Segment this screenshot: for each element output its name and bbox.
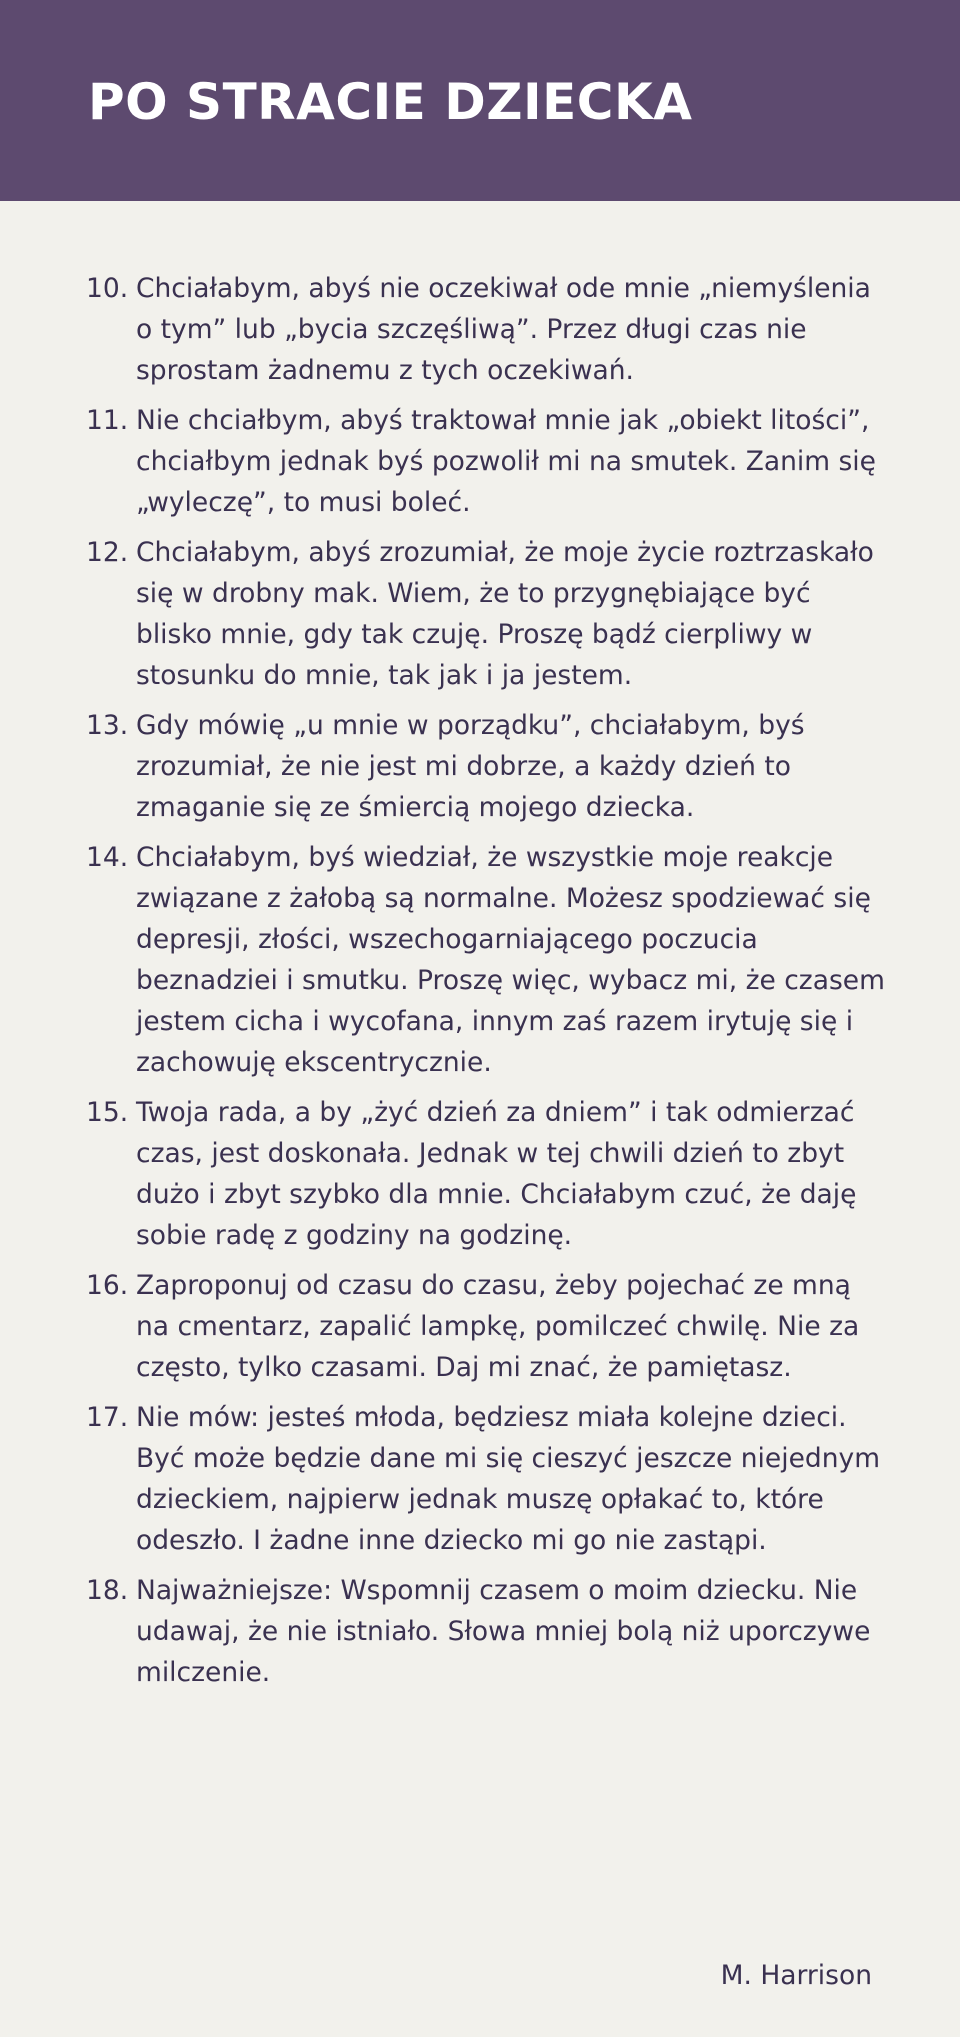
item-text: Chciałabym, abyś zrozumiał, że moje życie roztrzaskało się w drobny mak. Wiem, że to przygnębiające być blisko mnie, gdy tak czuję. Proszę bądź cierpliwy w stosunku do mnie, tak jak i ja jestem.: [136, 537, 874, 691]
item-text: Nie mów: jesteś młoda, będziesz miała kolejne dzieci. Być może będzie dane mi się cieszyć jeszcze niejednym dzieckiem, najpierw jednak muszę opłakać to, które odeszło. I żadne inne dziecko mi go nie zastąpi.: [136, 1402, 881, 1556]
item-number: 10.: [86, 273, 129, 304]
item-number: 17.: [86, 1402, 129, 1433]
item-number: 13.: [86, 710, 129, 741]
item-number: 15.: [86, 1097, 129, 1128]
list-item-10: [86, 268, 886, 391]
item-text: Nie chciałbym, abyś traktował mnie jak „obiekt litości”, chciałbym jednak byś pozwolił mi na smutek. Zanim się „wyleczę”, to musi boleć.: [136, 405, 876, 518]
list-item-11: [86, 400, 886, 523]
header-banner: [0, 0, 960, 201]
page-title: PO STRACIE DZIECKA: [88, 73, 693, 131]
list-item-16: [86, 1265, 886, 1388]
list-item-15: [86, 1092, 886, 1256]
author-signature: M. Harrison: [720, 1960, 872, 1991]
item-number: 18.: [86, 1575, 129, 1606]
numbered-list: [86, 268, 886, 1702]
list-item-17: [86, 1397, 886, 1561]
item-number: 14.: [86, 842, 129, 873]
item-text: Zaproponuj od czasu do czasu, żeby pojechać ze mną na cmentarz, zapalić lampkę, pomilczeć chwilę. Nie za często, tylko czasami. Daj mi znać, że pamiętasz.: [136, 1270, 860, 1383]
list-item-18: [86, 1570, 886, 1693]
item-number: 12.: [86, 537, 129, 568]
item-text: Chciałabym, abyś nie oczekiwał ode mnie „niemyślenia o tym” lub „bycia szczęśliwą”. Przez długi czas nie sprostam żadnemu z tych oczekiwań.: [136, 273, 871, 386]
item-number: 16.: [86, 1270, 129, 1301]
list-item-12: [86, 532, 886, 696]
list-item-14: [86, 837, 886, 1083]
item-text: Gdy mówię „u mnie w porządku”, chciałabym, byś zrozumiał, że nie jest mi dobrze, a każdy dzień to zmaganie się ze śmiercią mojego dziecka.: [136, 710, 805, 823]
item-number: 11.: [86, 405, 129, 436]
item-text: Twoja rada, a by „żyć dzień za dniem” i tak odmierzać czas, jest doskonała. Jednak w tej chwili dzień to zbyt dużo i zbyt szybko dla mnie. Chciałabym czuć, że daję sobie radę z godziny na godzinę.: [136, 1097, 857, 1251]
item-text: Najważniejsze: Wspomnij czasem o moim dziecku. Nie udawaj, że nie istniało. Słowa mniej bolą niż uporczywe milczenie.: [136, 1575, 871, 1688]
item-text: Chciałabym, byś wiedział, że wszystkie moje reakcje związane z żałobą są normalne. Możesz spodziewać się depresji, złości, wszechogarniającego poczucia beznadziei i smutku. Proszę więc, wybacz mi, że czasem jestem cicha i wycofana, innym zaś razem irytuję się i zachowuję ekscentrycznie.: [136, 842, 885, 1078]
list-item-13: [86, 705, 886, 828]
